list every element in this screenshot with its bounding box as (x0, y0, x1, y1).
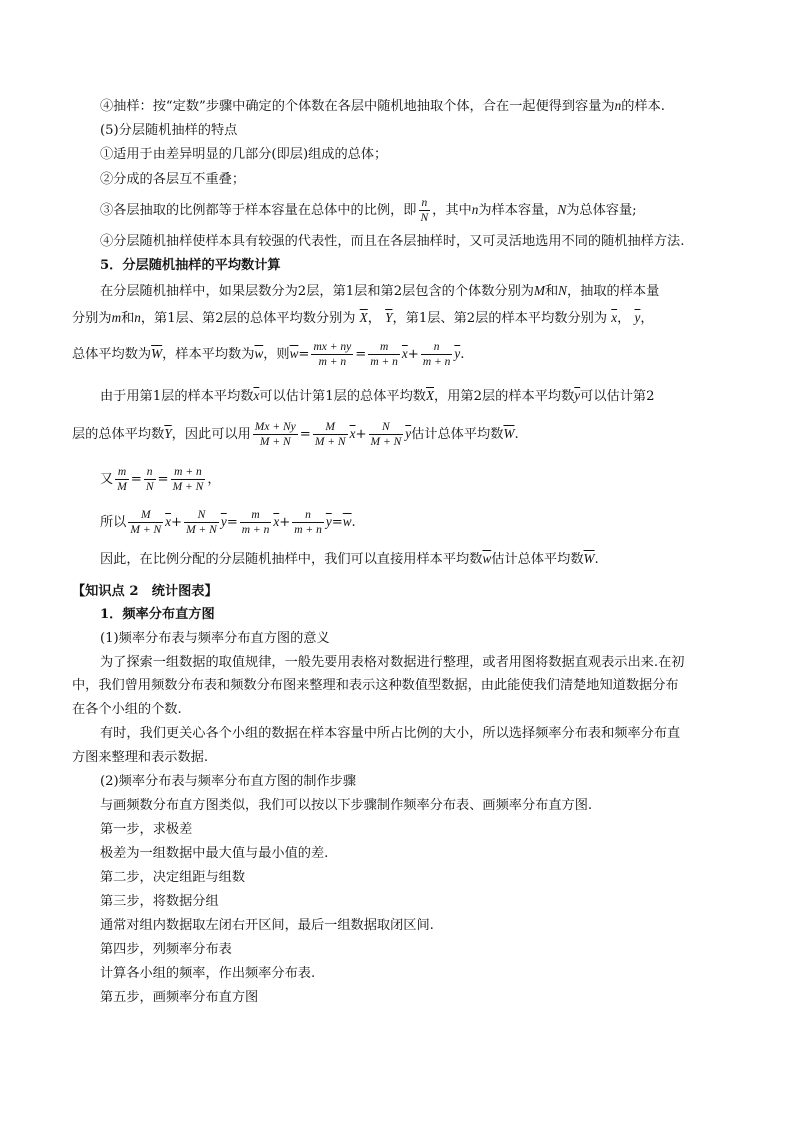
feature-2: ②分成的各层互不重叠； (100, 172, 246, 187)
text: ， (640, 311, 654, 326)
paragraph: 方图来整理和表示数据. (72, 750, 209, 765)
var-X-bar: $\overline{X}$ (359, 310, 368, 325)
text: ④抽样：按“定数”步骤中确定的个体数在各层中随机地抽取个体，合在一起便得到容量为 (100, 99, 615, 114)
fraction-n-over-N (419, 197, 431, 224)
denominator: m + n (241, 524, 270, 536)
text: . (351, 515, 356, 530)
numerator: n (421, 341, 453, 355)
denominator: m + n (294, 524, 322, 536)
denominator: N (420, 212, 429, 224)
paragraph: 为了探索一组数据的取值规律，一般先要用表格对数据进行整理，或者用图将数据直观表示出来.在初 (100, 655, 685, 670)
text: 和 (121, 311, 135, 326)
para-mean-2 (72, 308, 654, 329)
sub-heading-1: (1)频率分布表与频率分布直方图的意义 (100, 631, 330, 646)
denominator: M + N (259, 436, 291, 448)
var-Y-bar: $\overline{Y}$ (164, 426, 172, 441)
fraction (171, 466, 206, 493)
var-M: M (533, 283, 545, 298)
denominator: M + N (172, 481, 204, 493)
text: 又 (100, 472, 114, 487)
var-y-bar: $\overline{y}$ (220, 514, 227, 529)
step-2: 第二步，决定组距与组数 (100, 870, 246, 885)
denominator: M + N (130, 524, 162, 536)
plus: + (171, 515, 183, 530)
plus: + (407, 347, 419, 362)
text: ， (617, 311, 631, 326)
text: ， (207, 472, 221, 487)
var-w-bar: $\overline{w}$ (289, 346, 299, 361)
var-y-bar: $\overline{y}$ (325, 514, 332, 529)
text: ，样本平均数为 (162, 347, 255, 362)
text: 在分层随机抽样中，如果层数分为2层，第1层和第2层包含的个体数分别为 (100, 284, 534, 299)
text: ，其中 (432, 203, 472, 218)
equals: = (157, 472, 169, 487)
plus: + (355, 427, 367, 442)
para-mean-6 (100, 466, 221, 493)
var-m: m (111, 310, 122, 325)
numerator: M (313, 421, 348, 435)
var-W-bar: $\overline{W}$ (583, 551, 595, 566)
var-w-bar: $\overline{w}$ (482, 551, 492, 566)
var-X-bar: $\overline{X}$ (425, 388, 435, 403)
var-n: n (471, 202, 479, 217)
var-x-bar: $\overline{x}$ (165, 514, 171, 529)
text: 层的总体平均数 (72, 427, 165, 442)
var-x-bar: $\overline{x}$ (273, 514, 280, 529)
para-mean-8 (100, 549, 599, 570)
fraction (128, 509, 163, 536)
text: 由于用第1层的样本平均数 (100, 389, 254, 404)
fraction (253, 421, 298, 448)
text: 的样本. (621, 99, 665, 114)
denominator: M + N (370, 436, 402, 448)
numerator: n (292, 509, 324, 523)
para-mean-3 (72, 341, 464, 368)
features-heading: (5)分层随机抽样的特点 (100, 123, 238, 138)
text: 和 (544, 284, 559, 299)
var-y-bar: $\overline{y}$ (634, 310, 641, 325)
fraction (240, 509, 272, 536)
equals: = (226, 515, 238, 530)
text: 估计总体平均数 (411, 427, 504, 442)
numerator: N (369, 421, 404, 435)
var-Y-bar: $\overline{Y}$ (385, 310, 393, 325)
denominator: M (117, 481, 127, 493)
step-4: 第四步，列频率分布表 (100, 942, 232, 957)
numerator: N (184, 509, 219, 523)
text: ，则 (263, 347, 290, 362)
equals: = (299, 427, 311, 442)
step-5: 第五步，画频率分布直方图 (100, 990, 259, 1005)
step-1: 第一步，求极差 (100, 822, 193, 837)
equals: = (331, 515, 343, 530)
text: 为总体容量; (566, 203, 637, 218)
feature-4: ④分层随机抽样使样本具有较强的代表性，而且在各层抽样时，又可灵活地选用不同的随机抽样方法. (100, 234, 685, 249)
fraction (184, 509, 219, 536)
text: 可以估计第1层的总体平均数 (259, 389, 426, 404)
var-w-bar: $\overline{w}$ (254, 346, 264, 361)
paragraph: 有时，我们更关心各个小组的数据在样本容量中所占比例的大小，所以选择频率分布表和频率分布直 (100, 726, 681, 741)
var-x-bar: $\overline{x}$ (349, 426, 356, 441)
var-W-bar: $\overline{W}$ (503, 426, 515, 441)
text: ，用第2层的样本平均数 (434, 389, 575, 404)
var-x-bar: $\overline{x}$ (401, 346, 408, 361)
text: ，第1层、第2层的样本平均数分别为 (392, 311, 608, 326)
numerator: m + n (171, 466, 206, 480)
text: 总体平均数为 (72, 347, 152, 362)
numerator: m (115, 466, 129, 480)
numerator: M (128, 509, 163, 523)
var-y-bar: $\overline{y}$ (574, 388, 581, 403)
denominator: m + n (422, 356, 451, 368)
numerator: mx + ny (313, 341, 352, 353)
para-mean-7 (100, 509, 356, 536)
denominator: N (145, 481, 154, 493)
text: . (594, 552, 599, 567)
numerator: Mx + Ny (254, 421, 296, 433)
text: ， (367, 311, 381, 326)
fraction (144, 466, 156, 493)
denominator: m + n (370, 356, 398, 368)
knowledge-point-2-heading: 【知识点 2 统计图表】 (72, 584, 218, 599)
fraction (311, 341, 353, 368)
var-x-bar: $\overline{x}$ (253, 388, 260, 403)
text: ，抽取的样本量 (566, 284, 660, 299)
text: 分别为 (72, 311, 112, 326)
var-x-bar: $\overline{x}$ (611, 310, 618, 325)
para-mean-5 (72, 421, 519, 448)
var-N: N (558, 283, 567, 298)
var-w-bar: $\overline{w}$ (342, 514, 352, 529)
para-mean-1 (100, 281, 659, 302)
var-y-bar: $\overline{y}$ (454, 346, 461, 361)
feature-1: ①适用于由差异明显的几部分(即层)组成的总体； (100, 147, 388, 162)
paragraph: 通常对组内数据取左闭右开区间，最后一组数据取闭区间. (100, 918, 434, 933)
text: 因此，在比例分配的分层随机抽样中，我们可以直接用样本平均数 (100, 552, 483, 567)
denominator: M + N (186, 524, 217, 536)
denominator: m + n (318, 356, 347, 368)
numerator: m (240, 509, 272, 523)
text: 为样本容量， (478, 203, 558, 218)
text: . (514, 427, 519, 442)
fraction (313, 421, 348, 448)
text: ，第1层、第2层的总体平均数分别为 (140, 311, 356, 326)
step-3: 第三步，将数据分组 (100, 894, 219, 909)
paragraph: 在各个小组的个数. (72, 702, 182, 717)
text: 可以估计第2 (580, 389, 655, 404)
section-1-heading: 1．频率分布直方图 (100, 607, 215, 622)
paragraph: 计算各小组的频率，作出频率分布表. (100, 966, 316, 981)
equals: = (130, 472, 142, 487)
paragraph: 中，我们曾用频数分布表和频数分布图来整理和表示这种数值型数据，由此能使我们清楚地知道数据分布 (72, 678, 679, 693)
var-n: n (614, 98, 622, 113)
denominator: M + N (314, 436, 346, 448)
para-mean-4 (100, 386, 654, 407)
text: . (460, 347, 465, 362)
section-5-heading: 5．分层随机抽样的平均数计算 (100, 258, 281, 273)
step-four-sampling (100, 96, 665, 117)
text: 估计总体平均数 (491, 552, 584, 567)
feature-3 (100, 197, 637, 224)
fraction (421, 341, 453, 368)
numerator: n (419, 197, 431, 211)
fraction (369, 421, 404, 448)
fraction (292, 509, 324, 536)
fraction (115, 466, 129, 493)
var-n: n (134, 310, 141, 325)
sub-heading-2: (2)频率分布表与频率分布直方图的制作步骤 (100, 774, 357, 789)
var-N: N (557, 202, 567, 217)
paragraph: 极差为一组数据中最大值与最小值的差. (100, 846, 329, 861)
plus: + (279, 515, 291, 530)
text: ③各层抽取的比例都等于样本容量在总体中的比例，即 (100, 203, 417, 218)
text: ，因此可以用 (171, 427, 251, 442)
numerator: m (368, 341, 400, 355)
fraction (368, 341, 400, 368)
paragraph: 与画频数分布直方图类似，我们可以按以下步骤制作频率分布表、画频率分布直方图. (100, 798, 593, 813)
var-y-bar: $\overline{y}$ (405, 426, 412, 441)
numerator: n (144, 466, 156, 480)
equals: = (298, 347, 310, 362)
text: 所以 (100, 515, 127, 530)
var-W-bar: $\overline{W}$ (151, 346, 163, 361)
equals: = (355, 347, 367, 362)
